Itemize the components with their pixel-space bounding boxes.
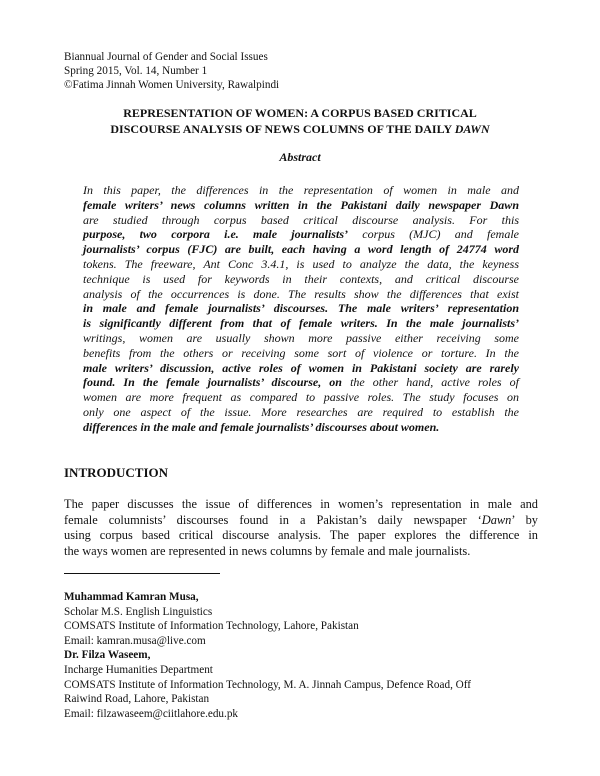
journal-name: Biannual Journal of Gender and Social Issues bbox=[64, 51, 268, 63]
abstract-line bbox=[83, 242, 519, 257]
abstract-line-bold: purpose, two corpora i.e. male journalists’ bbox=[83, 227, 348, 242]
introduction-line: The paper discusses the issue of differences in women’s representation in male and bbox=[64, 497, 538, 511]
abstract-line: analysis of the occurrences is done. The results show the differences that exist bbox=[83, 286, 519, 301]
abstract-heading: Abstract bbox=[279, 150, 321, 164]
abstract-line bbox=[83, 361, 519, 376]
abstract-line bbox=[83, 316, 519, 331]
abstract-line: In this paper, the differences in the representation of women in male and bbox=[83, 183, 519, 197]
title-line-2 bbox=[60, 121, 540, 137]
abstract-line bbox=[83, 375, 519, 390]
abstract-line-rest: corpus (MJC) and female bbox=[347, 227, 519, 242]
abstract-line-bold: differences in the male and female journalists’ discourses about women. bbox=[83, 419, 440, 434]
abstract-line-rest: the other hand, active roles of bbox=[341, 375, 520, 390]
author-footnotes bbox=[64, 590, 471, 721]
author-1-name: Muhammad Kamran Musa, bbox=[64, 591, 199, 603]
author-1-email: Email: kamran.musa@live.com bbox=[64, 634, 206, 647]
abstract-line-bold: female writers’ news columns written in the Pakistani daily newspaper Dawn bbox=[83, 197, 519, 212]
abstract-line-bold: male writers’ discussion, active roles of women in Pakistani society are rarely bbox=[83, 360, 519, 375]
author-2-name: Dr. Filza Waseem, bbox=[64, 649, 151, 662]
abstract-line bbox=[83, 198, 519, 213]
abstract-line-bold: is significantly different from that of female writers. In the male journalists’ bbox=[83, 316, 519, 331]
abstract-line: technique is used for keywords in their contexts, and critical discourse bbox=[83, 271, 519, 286]
abstract-line bbox=[83, 420, 519, 435]
newspaper-name: Dawn bbox=[481, 512, 512, 527]
introduction-line: using corpus based critical discourse analysis. The paper explores the difference in bbox=[64, 528, 538, 543]
abstract-body bbox=[83, 183, 519, 435]
abstract-line-bold: journalists’ corpus (FJC) are built, each having a word length of 24774 word bbox=[83, 242, 519, 257]
abstract-line: are studied through corpus based critical discourse analysis. For this bbox=[83, 212, 519, 227]
introduction-heading: INTRODUCTION bbox=[64, 465, 169, 480]
title-line-1: REPRESENTATION OF WOMEN: A CORPUS BASED CRITICAL bbox=[123, 106, 477, 120]
footnote-divider bbox=[64, 573, 220, 574]
author-2-title: Incharge Humanities Department bbox=[64, 663, 213, 676]
abstract-line-bold: found. In the female journalists’ discourse, on bbox=[83, 375, 342, 390]
introduction-body bbox=[64, 497, 538, 559]
journal-issue: Spring 2015, Vol. 14, Number 1 bbox=[64, 65, 208, 77]
introduction-line: the ways women are represented in news columns by female and male journalists. bbox=[64, 543, 471, 558]
abstract-line: benefits from the others or receiving some sort of violence or torture. In the bbox=[83, 345, 519, 360]
author-2-institution: COMSATS Institute of Information Technology, M. A. Jinnah Campus, Defence Road, Off bbox=[64, 678, 471, 691]
abstract-line: writings, women are usually shown more passive either receiving some bbox=[83, 330, 519, 345]
journal-header bbox=[64, 50, 279, 92]
author-1-institution: COMSATS Institute of Information Technology, Lahore, Pakistan bbox=[64, 620, 359, 633]
abstract-line-bold: in male and female journalists’ discourses. The male writers’ representation bbox=[83, 301, 519, 316]
introduction-line bbox=[64, 513, 538, 529]
abstract-line: women are more frequent as compared to passive roles. The study focuses on bbox=[83, 390, 519, 405]
abstract-line bbox=[83, 301, 519, 316]
author-2-email: Email: filzawaseem@ciitlahore.edu.pk bbox=[64, 707, 239, 720]
title-newspaper-name: DAWN bbox=[454, 122, 490, 136]
introduction-line-text: female columnists’ discourses found in a Pakistan’s daily newspaper ‘ bbox=[64, 512, 482, 527]
author-1-title: Scholar M.S. English Linguistics bbox=[64, 605, 213, 618]
journal-copyright: ©Fatima Jinnah Women University, Rawalpindi bbox=[64, 79, 280, 91]
introduction-line-text: ’ by bbox=[511, 512, 538, 527]
paper-title bbox=[60, 105, 540, 137]
title-line-2-text: DISCOURSE ANALYSIS OF NEWS COLUMNS OF THE DAILY bbox=[110, 122, 455, 136]
abstract-line: only one aspect of the issue. More researches are required to establish the bbox=[83, 404, 519, 419]
abstract-line: tokens. The freeware, Ant Conc 3.4.1, is used to analyze the data, the keyness bbox=[83, 256, 519, 271]
author-2-institution-cont: Raiwind Road, Lahore, Pakistan bbox=[64, 693, 210, 706]
abstract-line bbox=[83, 227, 519, 242]
